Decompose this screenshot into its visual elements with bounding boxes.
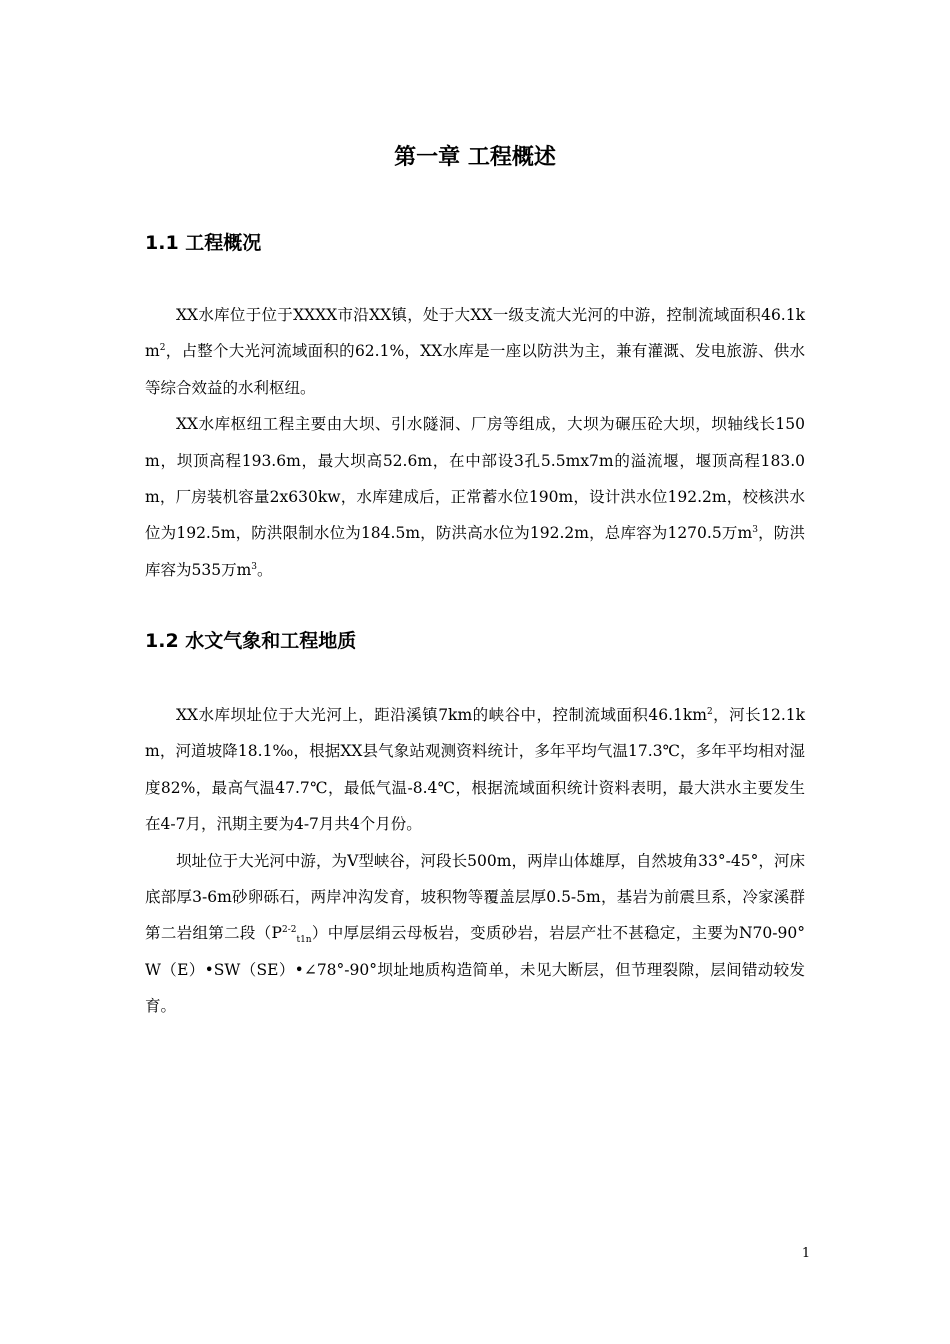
paragraph-project-location [145, 297, 805, 406]
paragraph-text: XX水库位于位于XXXX市沿XX镇，处于大XX一级支流大光河的中游，控制流域面积46.1km [145, 306, 805, 361]
page-number: 1 [801, 1246, 811, 1261]
paragraph-text: ，防洪库容为535万m [145, 524, 805, 579]
paragraph-text: ）中厚层绢云母板岩，变质砂岩，岩层产壮不甚稳定，主要为N70-90°W（E）•SW（SE）•∠78°-90°坝址地质构造简单，未见大断层，但节理裂隙，层间错动较发育。 [145, 924, 805, 1016]
section-1-2-body [145, 697, 805, 1025]
paragraph-text: ，河长12.1km，河道坡降18.1‰，根据XX县气象站观测资料统计，多年平均气温17.3℃，多年平均相对湿度82%，最高气温47.7℃，最低气温-8.4℃，根据流域面积统计资料表明，最大洪水主要发生在4-7月，汛期主要为4-7月共4个月份。 [145, 706, 806, 834]
paragraph-text: XX水库坝址位于大光河上，距沿溪镇7km的峡谷中，控制流域面积46.1km [176, 706, 707, 724]
paragraph-text: 坝址位于大光河中游，为V型峡谷，河段长500m，两岸山体雄厚，自然坡角33°-45°，河床底部厚3-6m砂卵砾石，两岸冲沟发育，坡积物等覆盖层厚0.5-5m，基岩为前震旦系，冷家溪群第二岩组第二段（P [145, 851, 805, 943]
superscript: 2-2 [281, 925, 297, 936]
section-heading-1-1: 1.1 工程概况 [145, 232, 262, 254]
paragraph-project-structure [145, 406, 805, 588]
paragraph-text: XX水库枢纽工程主要由大坝、引水隧洞、厂房等组成，大坝为碾压砼大坝，坝轴线长150m，坝顶高程193.6m，最大坝高52.6m，在中部设3孔5.5mx7m的溢流堰，堰顶高程183.0m，厂房装机容量2x630kw，水库建成后，正常蓄水位190m，设计洪水位192.2m，校核洪水位为192.5m，防洪限制水位为184.5m，防洪高水位为192.2m，总库容为1270.5万m [145, 415, 805, 543]
section-1-1-body [145, 297, 805, 588]
paragraph-text: ，占整个大光河流域面积的62.1%，XX水库是一座以防洪为主，兼有灌溉、发电旅游、供水等综合效益的水利枢纽。 [145, 342, 805, 397]
superscript: 2 [159, 343, 166, 354]
superscript: 3 [752, 525, 758, 536]
paragraph-hydrology [145, 697, 805, 843]
paragraph-text: 。 [257, 560, 273, 579]
paragraph-geology [145, 843, 805, 1025]
section-heading-1-2: 1.2 水文气象和工程地质 [145, 630, 357, 652]
superscript: 2 [706, 706, 713, 717]
subscript: t1n [296, 935, 312, 946]
chapter-title: 第一章 工程概述 [394, 145, 556, 170]
superscript: 3 [251, 561, 258, 572]
